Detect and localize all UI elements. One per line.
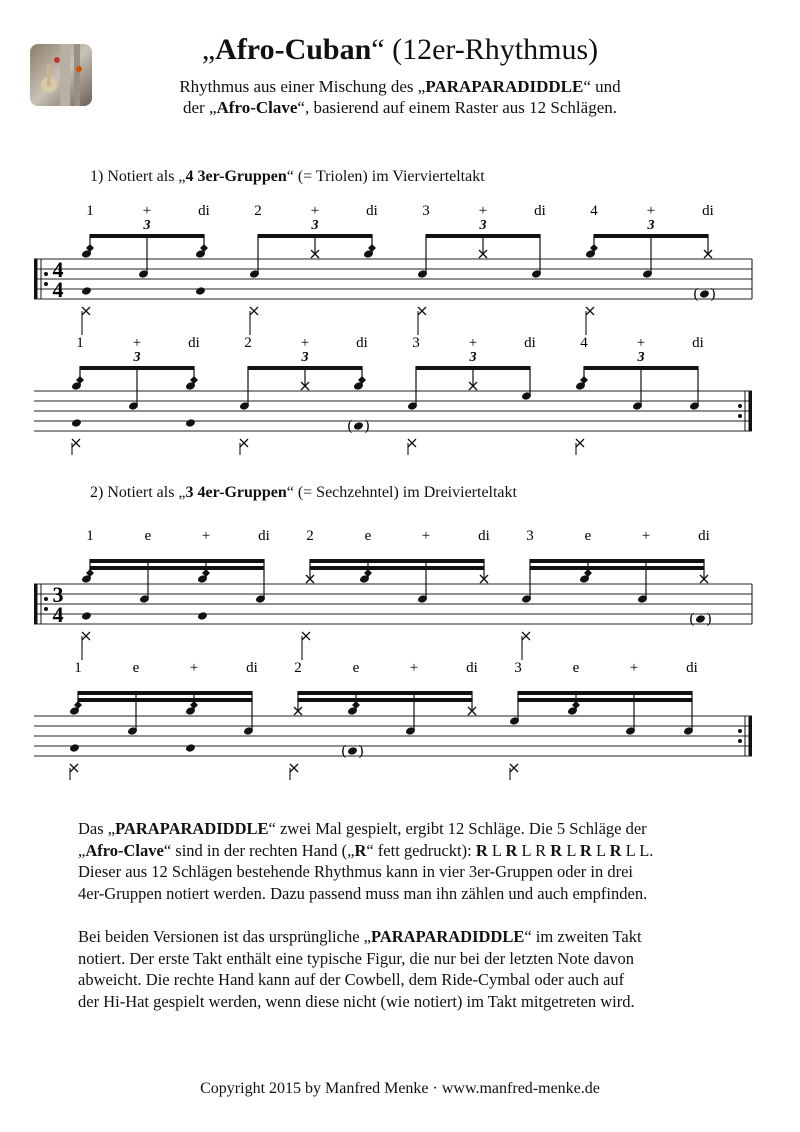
hihat-foot-note (82, 307, 90, 315)
count-label: e (584, 528, 592, 544)
repeat-end-thick-bar (749, 716, 753, 756)
copyright-footer: Copyright 2015 by Manfred Menke · www.manfred-menke.de (200, 1080, 600, 1097)
hihat-foot-note (510, 764, 518, 772)
count-label: 3 (412, 335, 420, 351)
count-label: + (641, 528, 651, 544)
ghost-note-head (695, 614, 706, 624)
ghost-paren-right: ) (706, 611, 712, 627)
triplet-mark: 3 (133, 350, 141, 365)
time-signature-bottom: 4 (52, 277, 64, 302)
count-label: + (189, 660, 199, 676)
sticking-letter: L (491, 840, 506, 860)
hihat-foot-note (302, 632, 310, 640)
beam (257, 234, 372, 238)
beam-second (77, 698, 252, 702)
hihat-foot-note (250, 307, 258, 315)
sticking-letter: R (609, 840, 626, 860)
page-title: „Afro-Cuban“ (12er-Rhythmus) (201, 33, 599, 66)
repeat-dot (44, 597, 48, 601)
ghost-paren-right: ) (358, 743, 364, 759)
count-label: di (366, 203, 378, 219)
count-label: e (132, 660, 140, 676)
hihat-foot-note (408, 439, 416, 447)
count-label: 1 (86, 203, 94, 219)
snare-note-head (195, 286, 206, 296)
repeat-dot (738, 729, 742, 733)
count-label: + (421, 528, 431, 544)
count-label: e (352, 660, 360, 676)
sticking-sequence (476, 841, 654, 860)
snare-note-head (69, 743, 80, 753)
count-label: 2 (254, 203, 262, 219)
beam-second (517, 698, 692, 702)
repeat-dot (738, 739, 742, 743)
count-label: di (258, 528, 270, 544)
count-label: 2 (306, 528, 314, 544)
sticking-letter: R (535, 840, 551, 860)
ghost-paren-right: ) (710, 286, 716, 302)
ghost-paren-left: ( (347, 418, 353, 434)
beam-second (529, 566, 704, 570)
repeat-start-thick-bar (34, 584, 38, 624)
sticking-letter: L. (639, 840, 654, 860)
count-label: di (478, 528, 490, 544)
repeat-dot (44, 272, 48, 276)
hihat-foot-note (72, 439, 80, 447)
count-label: + (409, 660, 419, 676)
beam (425, 234, 540, 238)
sticking-letter: R (550, 840, 567, 860)
count-label: di (698, 528, 710, 544)
count-label: + (300, 335, 310, 351)
count-label: + (629, 660, 639, 676)
time-signature-top: 3 (52, 582, 64, 607)
triplet-mark: 3 (469, 350, 477, 365)
count-label: + (132, 335, 142, 351)
snare-note-head (81, 286, 92, 296)
snare-note-head (197, 611, 208, 621)
beam (89, 234, 204, 238)
snare-note-head (185, 418, 196, 428)
count-label: 3 (514, 660, 522, 676)
count-label: di (702, 203, 714, 219)
count-label: + (646, 203, 656, 219)
hihat-foot-note (418, 307, 426, 315)
ghost-paren-left: ( (693, 286, 699, 302)
paragraph-2: Bei beiden Versionen ist das ursprüngliche „PARAPARADIDDLE“ im zweiten Takt notiert. Der erste Takt enthält eine typische Figur, die nur bei der letzten Note davon abweicht. Die rechte Hand kann auf der Cowbell, dem Ride-Cymbal oder auch auf der Hi-Hat gespielt werden, wenn diese nicht (wie notiert) im Takt mitgetreten wird. (78, 927, 642, 1011)
count-label: di (188, 335, 200, 351)
time-signature-top: 4 (52, 257, 64, 282)
sticking-letter: R (579, 840, 596, 860)
triplet-mark: 3 (143, 218, 151, 233)
page-subtitle: Rhythmus aus einer Mischung des „PARAPARADIDDLE“ und der „Afro-Clave“, basierend auf einem Raster aus 12 Schlägen. (179, 77, 621, 117)
paragraph-1: Das „PARAPARADIDDLE“ zwei Mal gespielt, ergibt 12 Schläge. Die 5 Schläge der „Afro-Clave“ sind in der rechten Hand („R“ fett gedruckt): R L R L R R L R L R L L. Dieser aus 12 Schlägen bestehende Rhythmus kann in vier 3er-Gruppen oder in drei 4er-Gruppen notiert werden. Dazu passend muss man ihn zählen und auch empfinden. (78, 819, 654, 903)
count-label: 2 (244, 335, 252, 351)
sticking-letter: R (475, 840, 492, 860)
count-label: di (466, 660, 478, 676)
ghost-note-head (353, 421, 364, 431)
count-label: 1 (74, 660, 82, 676)
beam (89, 559, 264, 563)
section-1-heading: 1) Notiert als „4 3er-Gruppen“ (= Triolen) im Viervierteltakt (90, 168, 485, 185)
beam (593, 234, 708, 238)
repeat-end-thick-bar (749, 391, 753, 431)
section-2-notation (0, 520, 800, 780)
triplet-mark: 3 (479, 218, 487, 233)
count-label: di (356, 335, 368, 351)
beam-second (89, 566, 264, 570)
hihat-foot-note (290, 764, 298, 772)
sticking-letter: L (521, 840, 536, 860)
beam (583, 366, 698, 370)
count-label: 4 (590, 203, 598, 219)
count-label: di (524, 335, 536, 351)
snare-note-head (185, 743, 196, 753)
hihat-foot-note (586, 307, 594, 315)
beam (517, 691, 692, 695)
count-label: 4 (580, 335, 588, 351)
count-label: + (201, 528, 211, 544)
repeat-dot (738, 404, 742, 408)
repeat-start-thick-bar (34, 259, 38, 299)
repeat-dot (44, 282, 48, 286)
ghost-note-head (699, 289, 710, 299)
repeat-dot (44, 607, 48, 611)
beam (309, 559, 484, 563)
count-label: di (198, 203, 210, 219)
explanation-text (78, 818, 738, 1034)
count-label: + (142, 203, 152, 219)
beam (77, 691, 252, 695)
count-label: 1 (86, 528, 94, 544)
sticking-letter: L (625, 840, 640, 860)
count-label: + (478, 203, 488, 219)
section-2-heading: 2) Notiert als „3 4er-Gruppen“ (= Sechzehntel) im Dreivierteltakt (90, 484, 517, 501)
count-label: + (468, 335, 478, 351)
sticking-letter: R (505, 840, 522, 860)
hihat-foot-note (70, 764, 78, 772)
ghost-paren-left: ( (689, 611, 695, 627)
count-label: 3 (422, 203, 430, 219)
count-label: e (144, 528, 152, 544)
count-label: 1 (76, 335, 84, 351)
count-label: 2 (294, 660, 302, 676)
snare-note-head (71, 418, 82, 428)
count-label: di (686, 660, 698, 676)
count-label: e (364, 528, 372, 544)
ghost-paren-right: ) (364, 418, 370, 434)
snare-note-head (81, 611, 92, 621)
hihat-foot-note (576, 439, 584, 447)
triplet-mark: 3 (301, 350, 309, 365)
hihat-foot-note (240, 439, 248, 447)
beam (247, 366, 362, 370)
repeat-dot (738, 414, 742, 418)
section-1-notation (0, 195, 800, 455)
beam (529, 559, 704, 563)
count-label: + (310, 203, 320, 219)
triplet-mark: 3 (311, 218, 319, 233)
triplet-mark: 3 (647, 218, 655, 233)
beam (79, 366, 194, 370)
sticking-letter: L (595, 840, 610, 860)
count-label: di (534, 203, 546, 219)
beam-second (309, 566, 484, 570)
beam (297, 691, 472, 695)
ghost-paren-left: ( (341, 743, 347, 759)
sticking-letter: L (566, 840, 580, 860)
beam (415, 366, 530, 370)
hihat-foot-note (522, 632, 530, 640)
hihat-foot-note (82, 632, 90, 640)
beam-second (297, 698, 472, 702)
ghost-note-head (347, 746, 358, 756)
count-label: e (572, 660, 580, 676)
triplet-mark: 3 (637, 350, 645, 365)
time-signature-bottom: 4 (52, 602, 64, 627)
count-label: 3 (526, 528, 534, 544)
count-label: + (636, 335, 646, 351)
count-label: di (692, 335, 704, 351)
count-label: di (246, 660, 258, 676)
